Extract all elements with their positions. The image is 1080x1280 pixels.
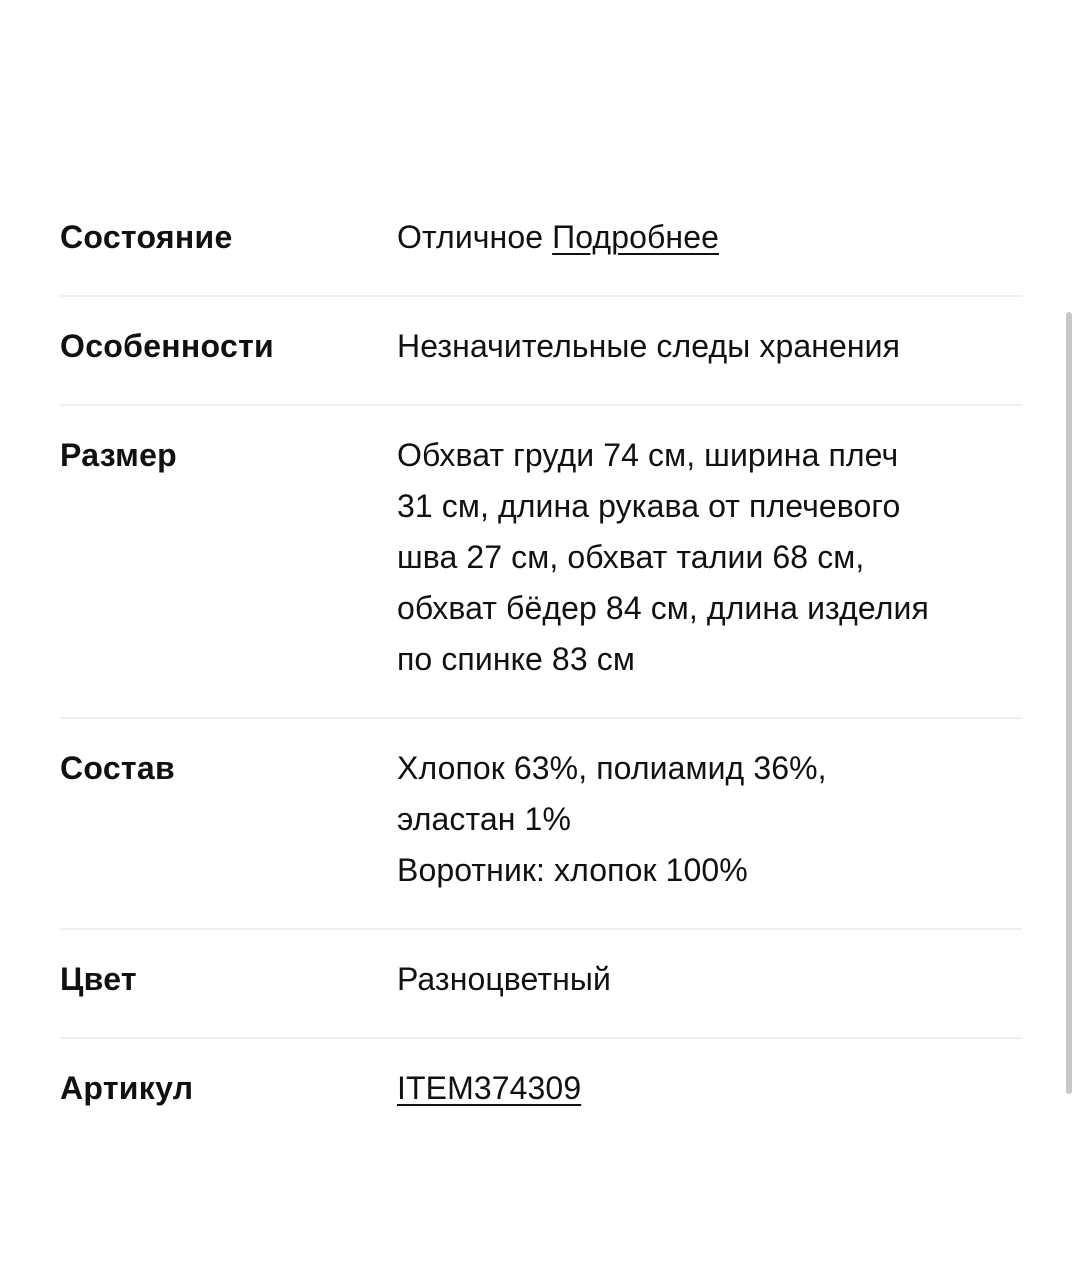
spec-value-color: Разноцветный [397, 961, 611, 997]
condition-more-link[interactable]: Подробнее [552, 219, 719, 255]
size-line: шва 27 см, обхват талии 68 см, [397, 539, 865, 575]
spec-value-condition [397, 212, 1022, 263]
spec-label-size: Размер [60, 437, 178, 473]
spec-value-size [397, 430, 1022, 685]
size-line: по спинке 83 см [397, 641, 635, 677]
size-line: обхват бёдер 84 см, длина изделия [397, 590, 929, 626]
product-specs-list [60, 188, 1022, 1146]
condition-value-text: Отличное [397, 219, 544, 255]
spec-row-condition [60, 188, 1022, 297]
composition-line: Хлопок 63%, полиамид 36%, [397, 750, 827, 786]
vertical-scrollbar[interactable] [1066, 312, 1072, 1094]
spec-row-composition [60, 719, 1022, 930]
size-line: Обхват груди 74 см, ширина плеч [397, 437, 899, 473]
spec-row-color [60, 930, 1022, 1039]
spec-label-color: Цвет [60, 961, 137, 997]
spec-value-article [397, 1063, 1022, 1114]
spec-label-article: Артикул [60, 1070, 194, 1106]
spec-row-size [60, 406, 1022, 719]
spec-row-features [60, 297, 1022, 406]
size-line: 31 см, длина рукава от плечевого [397, 488, 901, 524]
composition-line: Воротник: хлопок 100% [397, 852, 748, 888]
spec-label-features: Особенности [60, 328, 275, 364]
article-link[interactable]: ITEM374309 [397, 1070, 582, 1106]
spec-value-features: Незначительные следы хранения [397, 328, 901, 364]
spec-row-article [60, 1039, 1022, 1146]
spec-label-composition: Состав [60, 750, 175, 786]
spec-value-composition [397, 743, 1022, 896]
spec-label-condition: Состояние [60, 219, 233, 255]
composition-line: эластан 1% [397, 801, 571, 837]
